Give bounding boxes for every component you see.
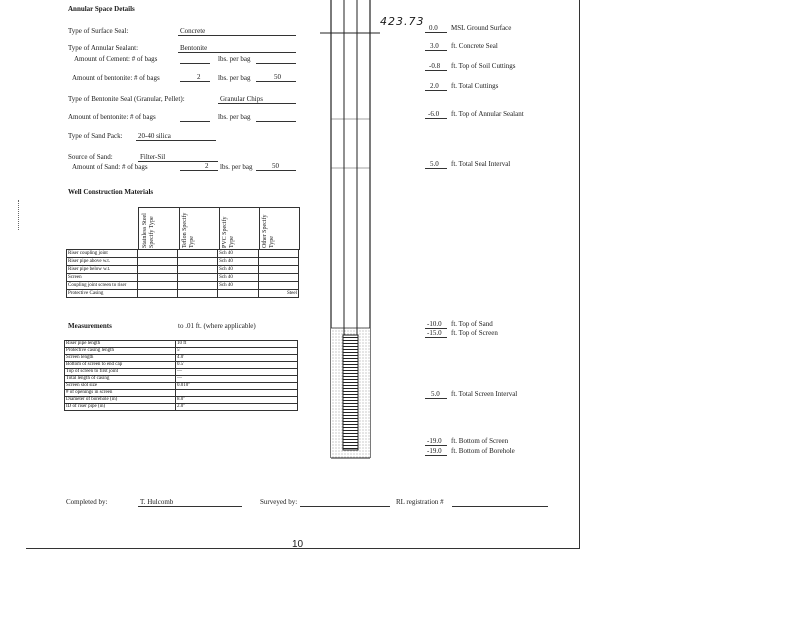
table-row: Riser pipe above w.t. Sch 40 (67, 258, 299, 266)
label-bottom-screen-text: ft. Bottom of Screen (451, 437, 509, 445)
label-ground-text: MSL Ground Surface (451, 24, 512, 32)
table-row: Total length of casing — (65, 376, 298, 383)
label-concrete-value: 3.0 (430, 42, 439, 50)
label-soil-value: -0.8 (429, 62, 441, 70)
label-concrete-text: ft. Concrete Seal (451, 42, 498, 50)
sand-source-value: Filter-Sil (140, 153, 166, 161)
bentonite-seal-value: Granular Chips (220, 95, 263, 103)
table-row: Protective casing length 5' (65, 348, 298, 355)
label-annular-value: -6.0 (428, 110, 440, 118)
label-bottom-screen-value: -19.0 (427, 437, 442, 445)
table-row: Bottom of screen to end cap 0.5' (65, 362, 298, 369)
bentonite-amount-lbs-label: lbs. per bag (218, 113, 251, 121)
annular-sealant-value: Bentonite (180, 44, 208, 52)
annular-heading: Annular Space Details (68, 5, 135, 13)
label-bottom-borehole-text: ft. Bottom of Borehole (451, 447, 515, 455)
registration-label: RL registration # (396, 498, 444, 506)
completed-value: T. Hulcomb (140, 498, 174, 506)
cement-bags-label: Amount of Cement: # of bags (74, 55, 158, 63)
bentonite-lbs-value: 50 (274, 73, 281, 81)
page-number: 10 (292, 539, 304, 550)
page-right-border (579, 0, 580, 548)
completed-label: Completed by: (66, 498, 108, 506)
annular-sealant-label: Type of Annular Sealant: (68, 44, 139, 52)
label-screen-interval-text: ft. Total Screen Interval (451, 390, 518, 398)
bentonite-lbs-label: lbs. per bag (218, 74, 251, 82)
col-header-pvc: PVC Specify Type (222, 216, 235, 248)
surveyed-label: Surveyed by: (260, 498, 298, 506)
sand-pack-label: Type of Sand Pack: (68, 132, 123, 140)
table-row: Coupling joint screen to riser Sch 40 (67, 282, 299, 290)
table-row: Screen slot size 0.010" (65, 383, 298, 390)
measurements-note: to .01 ft. (where applicable) (178, 322, 256, 330)
measurements-heading: Measurements (68, 322, 112, 330)
sand-bags-label: Amount of Sand: # of bags (72, 163, 148, 171)
cement-lbs-label: lbs. per bag (218, 55, 251, 63)
surface-seal-value: Concrete (180, 27, 206, 35)
table-row: Riser pipe length 10 ft (65, 341, 298, 348)
label-annular-text: ft. Top of Annular Sealant (451, 110, 524, 118)
page-left-marks (18, 200, 19, 230)
label-soil-text: ft. Top of Soil Cuttings (451, 62, 516, 70)
handwritten-elevation: 423.73 (380, 15, 425, 28)
table-row: Protective Casing Steel (68, 290, 297, 296)
construction-table (66, 249, 299, 298)
col-header-other: Other Specify Type (262, 214, 275, 248)
label-top-sand-value: -10.0 (427, 320, 442, 328)
surface-seal-label: Type of Surface Seal: (68, 27, 129, 35)
table-row: Screen Sch 40 (67, 274, 299, 282)
table-row: ID of riser pipe (in) 2.0" (65, 404, 298, 411)
label-top-sand-text: ft. Top of Sand (451, 320, 493, 328)
col-header-stainless: Stainless Steel Specify Type (142, 213, 155, 248)
bentonite-bags-label: Amount of bentonite: # of bags (72, 74, 160, 82)
table-row: # of openings in screen (65, 390, 298, 397)
label-cuttings-text: ft. Total Cuttings (451, 82, 499, 90)
bentonite-bags-value: 2 (197, 73, 201, 81)
sand-pack-value: 20-40 silica (138, 132, 171, 140)
measurements-table (64, 340, 298, 411)
table-row: Riser coupling joint Sch 40 (67, 250, 299, 258)
well-diagram (320, 0, 380, 470)
bentonite-seal-label: Type of Bentonite Seal (Granular, Pellet): (68, 95, 185, 103)
label-seal-interval-text: ft. Total Seal Interval (451, 160, 511, 168)
table-row: Screen length 4.0' (65, 355, 298, 362)
label-screen-interval-value: 5.0 (431, 390, 440, 398)
bentonite-amount-label: Amount of bentonite: # of bags (68, 113, 156, 121)
table-row: Top of screen to first joint — (65, 369, 298, 376)
table-row: Riser pipe below w.t. Sch 40 (67, 266, 299, 274)
label-cuttings-value: 2.0 (430, 82, 439, 90)
label-ground-value: 0.0 (429, 24, 438, 32)
label-bottom-borehole-value: -19.0 (427, 447, 442, 455)
sand-bags-value: 2 (205, 162, 209, 170)
label-top-screen-text: ft. Top of Screen (451, 329, 498, 337)
label-top-screen-value: -15.0 (427, 329, 442, 337)
table-row: Diameter of borehole (in) 8.0" (65, 397, 298, 404)
sand-source-label: Source of Sand: (68, 153, 113, 161)
col-header-teflon: Teflon Specify Type (182, 212, 195, 248)
sand-lbs-label: lbs. per bag (220, 163, 253, 171)
label-seal-interval-value: 5.0 (430, 160, 439, 168)
sand-lbs-value: 50 (272, 162, 279, 170)
construction-heading: Well Construction Materials (68, 188, 154, 196)
